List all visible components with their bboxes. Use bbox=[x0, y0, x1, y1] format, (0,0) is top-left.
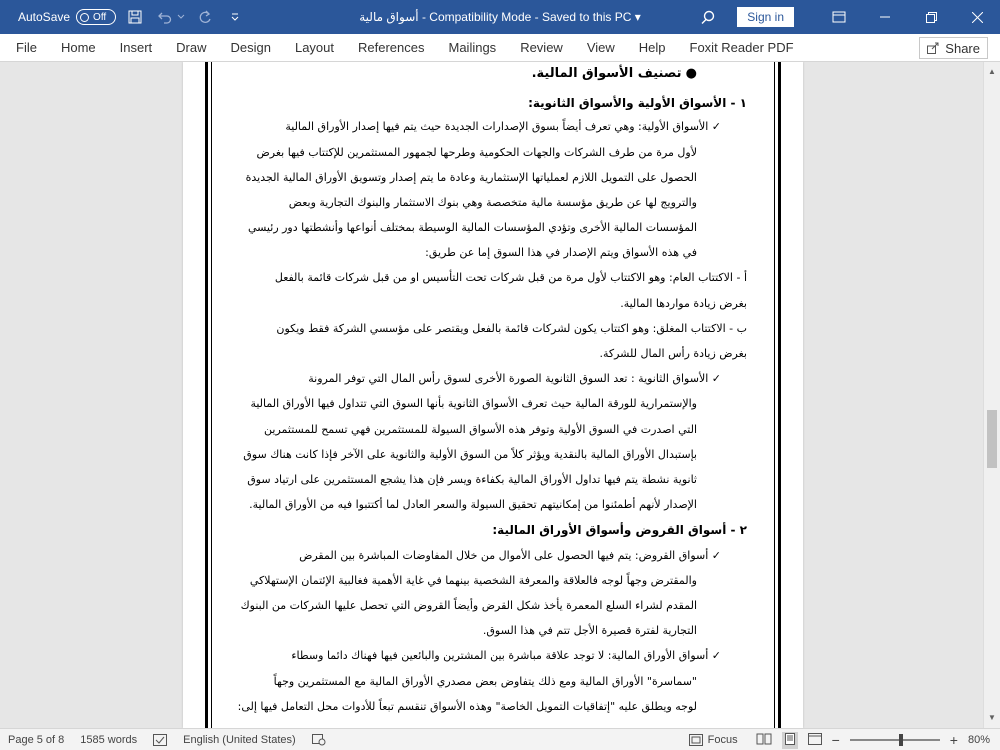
zoom-level[interactable]: 80% bbox=[967, 734, 990, 746]
status-bar bbox=[0, 728, 1000, 750]
paragraph-line: الإصدار لأنهم أطمئنوا من إمكانيتهم تحقيق السيولة والسعر العادل لما أكتتبوا فيه من الأوراق المالية. bbox=[249, 498, 697, 511]
tab-mailings[interactable]: Mailings bbox=[448, 39, 497, 55]
chevron-down-icon: ▾ bbox=[634, 10, 641, 24]
paragraph-line: لوجه ويطلق عليه "إتفاقيات التمويل الخاصة" وهذه الأسواق تنقسم تبعاً للأدوات محل التعامل فيها إلى: bbox=[237, 700, 697, 713]
checkmark-icon: ✓ bbox=[708, 372, 721, 385]
tab-layout[interactable]: Layout bbox=[294, 39, 335, 55]
share-button[interactable] bbox=[919, 37, 988, 59]
language[interactable]: English (United States) bbox=[183, 733, 296, 746]
zoom-slider[interactable] bbox=[850, 739, 940, 741]
text-line: الأسواق الثانوية : تعد السوق الثانوية الصورة الأخرى لسوق رأس المال التي توفر المرونة bbox=[308, 372, 709, 385]
tab-design[interactable]: Design bbox=[230, 39, 271, 55]
zoom-in-icon[interactable]: + bbox=[949, 732, 958, 748]
restore-icon[interactable] bbox=[908, 0, 954, 34]
focus-icon bbox=[689, 734, 703, 746]
paragraph-line: والترويج لها عن طريق مؤسسة مالية متخصصة وهي بنوك الاستثمار والبنوك التجارية وبعض bbox=[288, 196, 697, 209]
save-status: Saved to this PC bbox=[542, 10, 632, 24]
paragraph-line: التي اصدرت في السوق الأولية وتوفر هذه الأسواق السيولة للمستثمرين فهي تسمح للمستثمرين bbox=[264, 423, 697, 436]
tab-foxit-reader-pdf[interactable]: Foxit Reader PDF bbox=[689, 39, 794, 55]
tab-view[interactable]: View bbox=[586, 39, 615, 55]
focus-label: Focus bbox=[707, 734, 738, 746]
tab-review[interactable]: Review bbox=[520, 39, 563, 55]
paragraph-line: بغرض زيادة مواردها المالية. bbox=[620, 297, 747, 310]
autosave-toggle[interactable] bbox=[76, 9, 116, 25]
paragraph-line: ثانوية نشطة يتم فيها تداول الأوراق المالية بكفاءة ويسر فإن هذا يشجع المستثمرين على ارتياد سوق bbox=[247, 473, 697, 486]
text-line: أسواق الأوراق المالية: لا توجد علاقة مباشرة بين المشترين والبائعين فيها فهناك دائما وسطاء bbox=[291, 649, 709, 662]
checkmark-icon: ✓ bbox=[708, 120, 721, 133]
scroll-up-icon[interactable]: ▲ bbox=[988, 66, 996, 76]
paragraph-line: والإستمرارية للورقة المالية حيث تعرف الأسواق الثانوية بأنها السوق التي تتداول فيها الأوراق المالية bbox=[250, 397, 697, 410]
share-label: Share bbox=[945, 40, 980, 56]
paragraph-line bbox=[285, 120, 721, 133]
scroll-thumb[interactable] bbox=[987, 410, 997, 468]
window-controls bbox=[685, 0, 1000, 34]
paragraph-line: التجارية لفترة قصيرة الأجل تتم في هذا السوق. bbox=[482, 624, 697, 637]
paragraph-line: المؤسسات المالية الأخرى وتؤدي المؤسسات المالية الوسيطة بمختلف أنواعها وأنشطتها دور رئيسي bbox=[247, 221, 697, 234]
quick-access-toolbar bbox=[0, 6, 246, 28]
minimize-icon[interactable] bbox=[862, 0, 908, 34]
paragraph-line: والمقترض وجهاً لوجه فالعلاقة والمعرفة الشخصية بينهما في غاية الأهمية فغالبية الإئتمان الإستهلاكي bbox=[249, 574, 697, 587]
save-icon[interactable] bbox=[124, 6, 146, 28]
title-bar bbox=[0, 0, 1000, 34]
vertical-scrollbar[interactable] bbox=[983, 62, 1000, 728]
zoom-slider-knob[interactable] bbox=[899, 734, 903, 746]
text-line: الأسواق الأولية: وهي تعرف أيضاً بسوق الإصدارات الجديدة حيث يتم فيها إصدار الأوراق المالية bbox=[285, 120, 709, 133]
heading-primary-secondary: ١ - الأسواق الأولية والأسواق الثانوية: bbox=[528, 96, 747, 110]
compatibility-mode: Compatibility Mode bbox=[429, 10, 532, 24]
zoom-out-icon[interactable]: − bbox=[831, 732, 840, 748]
heading-loans-securities: ٢ - أسواق القروض وأسواق الأوراق المالية: bbox=[492, 523, 747, 537]
customize-toolbar-icon[interactable] bbox=[224, 6, 246, 28]
tab-draw[interactable]: Draw bbox=[176, 39, 207, 55]
paragraph-line: بغرض زيادة رأس المال للشركة. bbox=[599, 347, 747, 360]
document-name: أسواق مالية bbox=[359, 10, 419, 24]
heading-market-classification bbox=[532, 66, 697, 81]
document-canvas[interactable] bbox=[0, 62, 983, 728]
paragraph-line bbox=[291, 649, 721, 662]
status-bar-right bbox=[681, 729, 990, 750]
bullet-icon: ● bbox=[681, 66, 697, 81]
paragraph-line: لأول مرة من طرف الشركات والجهات الحكومية وطرحها لجمهور المستثمرين للإكتتاب فيها بغرض bbox=[256, 146, 697, 159]
paragraph-line: بإستبدال الأوراق المالية بالنقدية ويؤثر كلاً من السوق الأولية والثانوية على الآخر فإذا كانت هناك سوق bbox=[243, 448, 697, 461]
text-line: تصنيف الأسواق المالية. bbox=[531, 66, 682, 81]
search-icon[interactable] bbox=[685, 0, 731, 34]
paragraph-line: ب - الاكتتاب المغلق: وهو اكتتاب يكون لشركات قائمة بالفعل ويقتصر على مؤسسي الشركة فقط ويكون bbox=[276, 322, 747, 335]
autosave-state: Off bbox=[93, 11, 107, 23]
checkmark-icon: ✓ bbox=[708, 549, 721, 562]
ribbon-tabs bbox=[0, 34, 1000, 62]
print-layout-icon[interactable] bbox=[782, 732, 798, 749]
text-line: أسواق القروض: يتم فيها الحصول على الأموال من خلال المفاوضات المباشرة بين المقرض bbox=[299, 549, 709, 562]
checkmark-icon: ✓ bbox=[708, 649, 721, 662]
document-title[interactable]: أسواق مالية - Compatibility Mode - Saved to this PC ▾ bbox=[359, 10, 641, 24]
toggle-knob bbox=[80, 13, 89, 22]
close-icon[interactable] bbox=[954, 0, 1000, 34]
tab-insert[interactable]: Insert bbox=[119, 39, 153, 55]
autosave-label: AutoSave bbox=[18, 10, 71, 24]
paragraph-line: في هذه الأسواق ويتم الإصدار في هذا السوق إما عن طريق: bbox=[425, 246, 697, 259]
paragraph-line: المقدم لشراء السلع المعمرة يأخذ شكل القرض وأيضاً القروض التي تحصل عليها الشركات من البنوك bbox=[240, 599, 697, 612]
sign-in-button[interactable]: Sign in bbox=[737, 7, 794, 27]
accessibility-icon[interactable] bbox=[304, 734, 334, 746]
web-layout-icon[interactable] bbox=[808, 733, 822, 748]
proofing-icon[interactable] bbox=[145, 734, 175, 746]
paragraph-line bbox=[308, 372, 721, 385]
paragraph-line bbox=[299, 549, 721, 562]
undo-dropdown-icon[interactable] bbox=[176, 6, 186, 28]
paragraph-line: "سماسرة" الأوراق المالية ومع ذلك يتفاوض بعض مصدري الأوراق المالية مع المستثمرين وجهاً bbox=[273, 675, 697, 688]
tab-file[interactable]: File bbox=[16, 39, 37, 55]
page-count[interactable]: Page 5 of 8 bbox=[8, 733, 65, 746]
scroll-down-icon[interactable]: ▼ bbox=[988, 712, 996, 722]
share-icon bbox=[927, 42, 940, 54]
word-count[interactable]: 1585 words bbox=[80, 733, 138, 746]
tab-home[interactable]: Home bbox=[60, 39, 96, 55]
document-page[interactable] bbox=[183, 62, 803, 728]
focus-button[interactable] bbox=[681, 734, 746, 746]
ribbon-display-options-icon[interactable] bbox=[816, 0, 862, 34]
tab-references[interactable]: References bbox=[358, 39, 425, 55]
read-mode-icon[interactable] bbox=[756, 733, 772, 748]
redo-icon[interactable] bbox=[194, 6, 216, 28]
paragraph-line: الحصول على التمويل اللازم لعملياتها الإستثمارية وعادة ما يتم إصدار وتسويق الأوراق المالية الجديدة bbox=[245, 171, 697, 184]
paragraph-line: أ - الاكتتاب العام: وهو الاكتتاب لأول مرة من قبل شركات تحت التأسيس او من قبل شركات قائمة بالفعل bbox=[274, 271, 747, 284]
undo-icon[interactable] bbox=[154, 6, 176, 28]
tab-help[interactable]: Help bbox=[638, 39, 666, 55]
